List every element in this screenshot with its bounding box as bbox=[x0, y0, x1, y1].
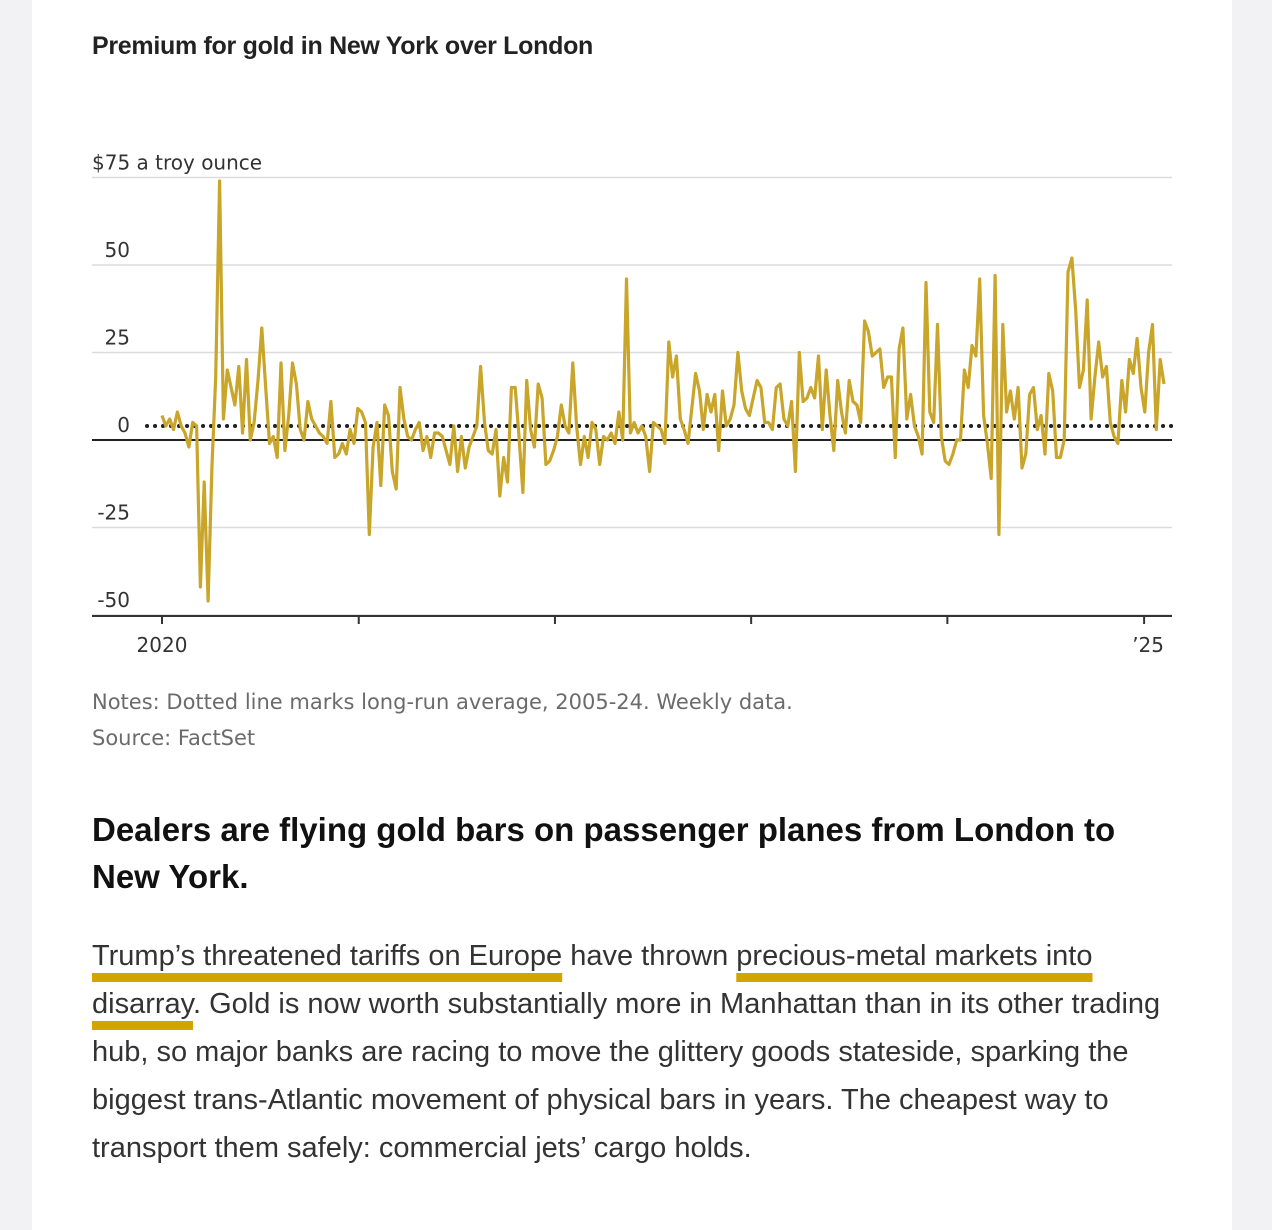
highlight-markets[interactable]: precious-metal markets into disarray bbox=[92, 940, 1093, 1020]
highlight-tariffs[interactable]: Trump’s threatened tariffs on Europe bbox=[92, 940, 563, 972]
y-tick-label: 50 bbox=[104, 238, 130, 262]
body-text-2: . Gold is now worth substantially more in Manhattan than in its other trading hub, so major banks are racing to move the glittery goods stateside, sparking the biggest trans-Atlantic movement of physical bars in years. The cheapest way to transport them safely: commercial jets’ cargo holds. bbox=[92, 988, 1161, 1164]
chart-title: Premium for gold in New York over London bbox=[92, 32, 594, 60]
x-tick-label: 2020 bbox=[136, 633, 188, 657]
premium-line-chart bbox=[32, 0, 1232, 680]
y-axis-unit-label: $75 a troy ounce bbox=[92, 150, 263, 175]
article-card bbox=[32, 0, 1232, 1230]
source-text: Source: FactSet bbox=[92, 726, 256, 750]
chart-notes bbox=[92, 684, 793, 756]
y-tick-label: 0 bbox=[117, 413, 130, 437]
notes-text: Notes: Dotted line marks long-run average, 2005-24. Weekly data. bbox=[92, 690, 793, 714]
x-tick-label: ’25 bbox=[1132, 633, 1165, 657]
y-tick-label: -50 bbox=[97, 588, 130, 612]
body-text-1: have thrown bbox=[562, 940, 737, 972]
article-paragraph bbox=[92, 932, 1182, 1172]
article-headline: Dealers are flying gold bars on passenger planes from London to New York. bbox=[92, 811, 1116, 895]
premium-series-line bbox=[162, 181, 1164, 601]
y-tick-label: -25 bbox=[97, 500, 130, 525]
y-tick-label: 25 bbox=[104, 325, 130, 350]
